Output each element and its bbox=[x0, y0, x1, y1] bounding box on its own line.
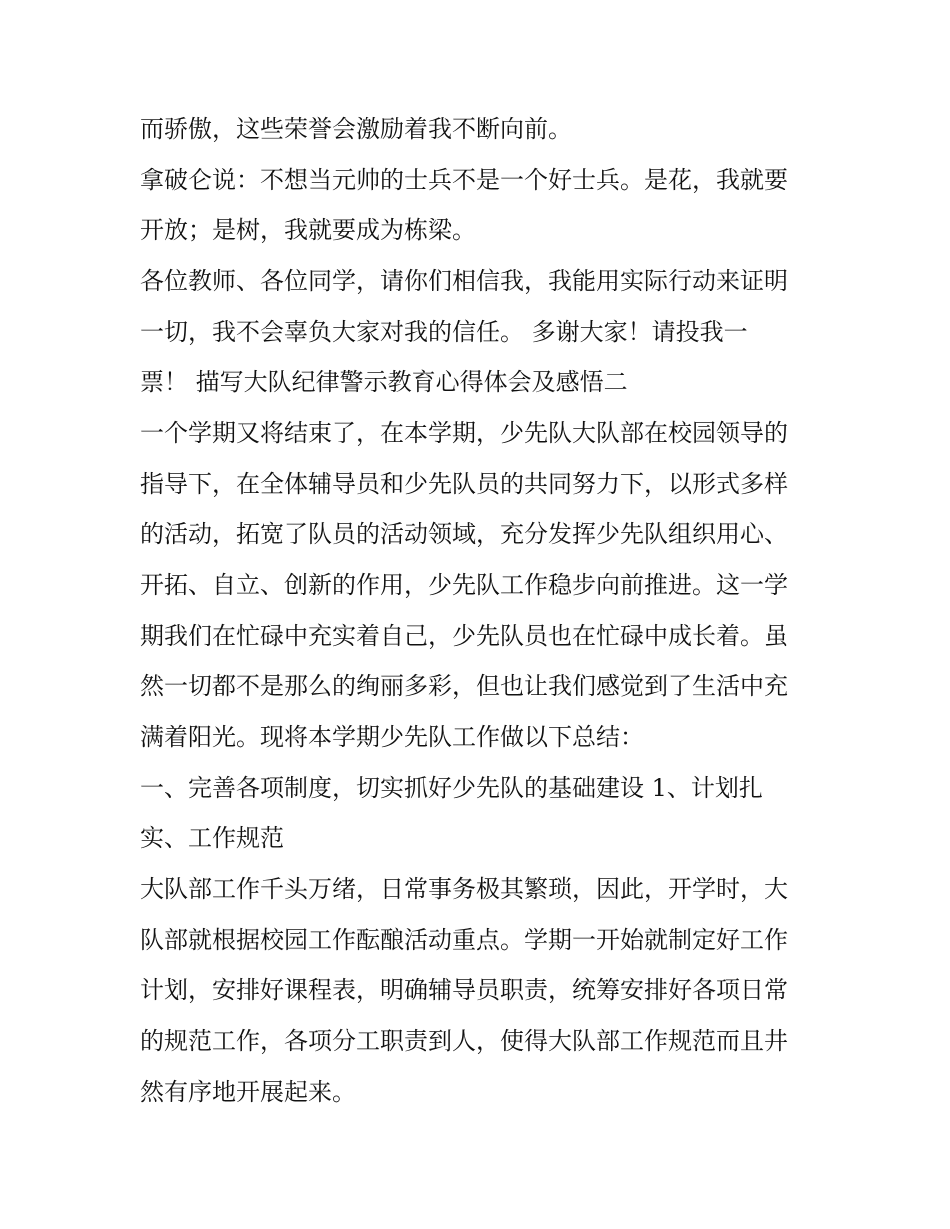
text-line: 拿破仑说：不想当元帅的士兵不是一个好士兵。是花，我就要 bbox=[140, 166, 788, 194]
text-line: 票！ 描写大队纪律警示教育心得体会及感悟二 bbox=[140, 368, 628, 396]
text-line: 然一切都不是那么的绚丽多彩，但也让我们感觉到了生活中充 bbox=[140, 672, 788, 700]
text-line: 一、完善各项制度，切实抓好少先队的基础建设 1、计划扎 bbox=[140, 774, 763, 802]
text-line: 开拓、自立、创新的作用，少先队工作稳步向前推进。这一学 bbox=[140, 571, 788, 599]
text-line: 指导下，在全体辅导员和少先队员的共同努力下，以形式多样 bbox=[140, 470, 788, 498]
text-line: 开放；是树，我就要成为栋梁。 bbox=[140, 216, 476, 244]
text-line: 期我们在忙碌中充实着自己，少先队员也在忙碌中成长着。虽 bbox=[140, 622, 788, 650]
text-line: 各位教师、各位同学，请你们相信我，我能用实际行动来证明 bbox=[140, 267, 788, 295]
text-line: 一个学期又将结束了，在本学期，少先队大队部在校园领导的 bbox=[140, 419, 788, 447]
text-line: 实、工作规范 bbox=[140, 824, 284, 852]
text-line: 的活动，拓宽了队员的活动领域，充分发挥少先队组织用心、 bbox=[140, 520, 788, 548]
text-line: 大队部工作千头万绪，日常事务极其繁琐，因此，开学时，大 bbox=[140, 875, 788, 903]
text-line: 而骄傲，这些荣誉会激励着我不断向前。 bbox=[140, 115, 572, 143]
text-line: 计划，安排好课程表，明确辅导员职责，统筹安排好各项日常 bbox=[140, 976, 788, 1004]
text-line: 满着阳光。现将本学期少先队工作做以下总结： bbox=[140, 723, 644, 751]
text-line: 队部就根据校园工作酝酿活动重点。学期一开始就制定好工作 bbox=[140, 926, 788, 954]
text-line: 的规范工作，各项分工职责到人，使得大队部工作规范而且井 bbox=[140, 1027, 788, 1055]
text-line: 一切，我不会辜负大家对我的信任。 多谢大家！请投我一 bbox=[140, 318, 748, 346]
text-line: 然有序地开展起来。 bbox=[140, 1078, 356, 1106]
